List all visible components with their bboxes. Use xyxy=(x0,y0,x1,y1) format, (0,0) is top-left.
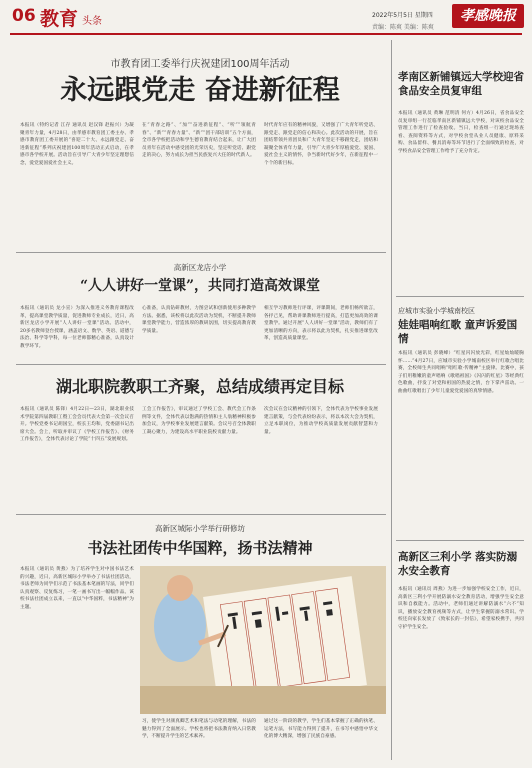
section-subtitle: 头条 xyxy=(82,16,102,27)
sidebar-divider-1 xyxy=(396,296,524,297)
sidebar-story1-headline: 孝南区新铺镇远大学校迎省食品安全员复审组 xyxy=(398,71,524,97)
story3-divider xyxy=(16,514,386,515)
lead-divider xyxy=(16,252,386,253)
lead-headline: 永远跟党走 奋进新征程 xyxy=(60,75,340,106)
story4-kicker: 高新区城际小学举行研修坊 xyxy=(155,524,245,533)
story2-kicker: 高新区龙店小学 xyxy=(173,263,227,272)
sidebar-story2-body: 本报讯（通讯员 彭晓峰）“红星闪闪放光彩，红星灿灿暖胸怀……”4月27日，应城市实验小学城南校区举行红歌合唱比赛，全校师生共同唱响“唱红歌·传精神”主旋律。比赛中，孩子们用稚嫩的童声唱响《歌唱祖国》《闪闪的红星》等经典红色歌曲，抒发了对党和祖国的热爱之情，台下掌声雷动。一曲曲红歌唱出了少年儿童爱党爱国的真挚情感。 xyxy=(398,351,524,394)
sidebar-story3-body: 本报讯（通讯员 周燕）为进一步加强学校安全工作，近日，高新区三利小学开展防溺水安全教育活动，增强学生安全意识和自救能力。活动中，老师们通过讲解防溺水“六不”知识，播放安全教育视频等方式，让学生掌握防溺水常识。学校还向家长发放了《致家长的一封信》，希望家校携手，共同守护学生安全。 xyxy=(398,587,524,630)
sidebar-story2-headline: 娃娃唱响红歌 童声诉爱国情 xyxy=(398,319,518,345)
lead-column-1: 本报讯（特约记者 江存 通讯员 赵汉锋 赵振兴）为凝聚青年力量，4月28日，由孝感市教育团工委主办、孝感市教育团工委开展的“喜迎二十大、永远跟党走、奋进新征程”系列庆祝建团100周年活动正式启动，在孝感市各学校开展。活动旨在引导广大青少年坚定理想信念，爱党爱国爱社会主义。 xyxy=(20,123,134,166)
story2-column-2: 心准备，认真钻研教材，力图尝试和创新使用多种教学方法。据悉，该校将以此次活动为契机，不断提升教师课堂教学能力，营造浓厚的教研氛围，切实提高教育教学质量。 xyxy=(142,306,256,334)
sidebar-story1-body: 本报讯（通讯员 黄琳 范明清 何方）4月26日，省食品安全员复审组一行莅临孝南区新铺镇远大学校，对该校食品安全管理工作进行了检查验收。当日，检查组一行通过现场查看、查阅资料等方式，对学校食堂从业人员健康、原料采购、食品留样、餐具消毒等环节进行了全面细致的检查，对学校食品安全管理工作给予了充分肯定。 xyxy=(398,111,524,154)
story3-column-1: 本报讯（通讯员 陈锋）4月22日—23日，湖北职业技术学院第四届教职工暨工会会员代表大会第一次会议召开。学校党委书记胡国宝，校长王均和，党委副书记出席大会。会上，听取并审议了《学校工作报告》、《财务工作报告》，全体代表讨论了学院“十四五”发展规划。 xyxy=(20,407,134,443)
lead-column-3: 时代青年应有的精神风貌，又增强了广大青年听党话、跟党走、跟党走的信心和决心。此次活动的开展，旨在团结带领共青团员和广大青年坚定不移跟党走，团结和凝聚全体青年力量，引导广大青少年厚植爱党、爱国、爱社会主义的情怀，争当新时代好少年，在新征程中一个个的新目标。 xyxy=(264,123,378,166)
calligraphy-illustration xyxy=(140,566,386,714)
masthead-logo xyxy=(452,4,524,28)
story4-column-3: 通过这一阶段的教学，学生们基本掌握了正确的执笔、运笔方法，书写能力得到了提升，在书写中感悟中华文化的博大精深，增强了民族自豪感。 xyxy=(264,719,378,740)
sidebar-divider-2 xyxy=(396,540,524,541)
sidebar-story2-kicker: 应城市实验小学城南校区 xyxy=(398,307,475,315)
story2-column-1: 本报讯（通讯员 龙小宣）为深入推进义务教育课程改革，提高课堂教学质量，促进教师专业成长，近日，高新区龙店小学开展“人人讲好一堂课”活动。活动中，20多名教师登台授课，涵盖语文、数学、英语、道德与法治、科学等学科，每一位老师都精心准备，认真设计教学环节。 xyxy=(20,306,134,349)
lead-kicker: 市教育团工委举行庆祝建团100周年活动 xyxy=(110,59,290,70)
story3-column-3: 次会议在会议精神的引领下，全体代表为学校事业发展建言献策，与会代表纷纷表示，将以本次大会为契机，立足本职岗位，为推动学校高质量发展贡献智慧和力量。 xyxy=(264,407,378,435)
issue-date: 2022年5月5日 星期四 xyxy=(372,12,433,19)
story4-column-1: 本报讯（通讯员 黄燕）为了培养学生对中国书法艺术的兴趣，近日，高新区城际小学举办了书法社团活动，书法老师为同学们示范了书法基本笔画的写法，同学们认真观察、反复练习，一笔一画书写出一幅幅作品。该校书法社团成立以来，一直以“中华国粹，书法精神”为主题。 xyxy=(20,567,134,610)
story3-headline: 湖北职院教职工齐聚，总结成绩再定目标 xyxy=(55,377,344,396)
header-rule xyxy=(10,33,522,35)
sidebar-story3-headline: 高新区三利小学 落实防溺水安全教育 xyxy=(398,551,518,577)
story2-column-3: 相互学习教师进行评课，评课期间，老师们畅所欲言，各抒己见，帮助讲课教师进行提高，打造更加高效的课堂教学。通过开展“人人讲好一堂课”活动，教师们有了更加清晰的方向，表示将以此为契机，扎实推进课堂改革，创造高质量课堂。 xyxy=(264,306,378,342)
editors: 责编：陈爽 美编：陈爽 xyxy=(372,24,434,31)
story2-divider xyxy=(16,364,386,365)
lead-column-2: 在“青春之路”、“加”“奋进新征程”、“听”“领航青春”、“新”“青春力量”、“新”“团干部培训”五个方面，全市各学校把活动和学生德育教育结合起来，让广大团员青年在活动中感受团的光荣历史，坚定听党话、跟党走的决心，努力成长为担当民族复兴大任的时代新人。 xyxy=(142,123,256,159)
story4-headline: 书法社团传中华国粹，扬书法精神 xyxy=(87,539,313,557)
section-title: 教育 xyxy=(40,8,79,30)
story2-headline: “人人讲好一堂课”，共同打造高效课堂 xyxy=(79,278,321,294)
story4-column-2: 习，使学生对颜真卿艺术和笔法与动笔的理解，书法的魅力得到了全面展示。学校也将把书法教育纳入日常教学，不断提升学生的艺术素养。 xyxy=(142,719,256,740)
page-number: 06 xyxy=(12,6,36,26)
calligraphy-photo xyxy=(140,566,386,714)
masthead-text: 孝感晚报 xyxy=(460,8,516,24)
story3-column-2: 工会工作报告》，审议通过了学校工会、教代会工作条例等文件，全体代表以饱满的热情和主人翁精神积极参加会议，为学校事业发展建言献策。会议号召全体教职工凝心聚力，为建设高水平职业院校贡献力量。 xyxy=(142,407,256,435)
sidebar-divider xyxy=(391,40,392,760)
